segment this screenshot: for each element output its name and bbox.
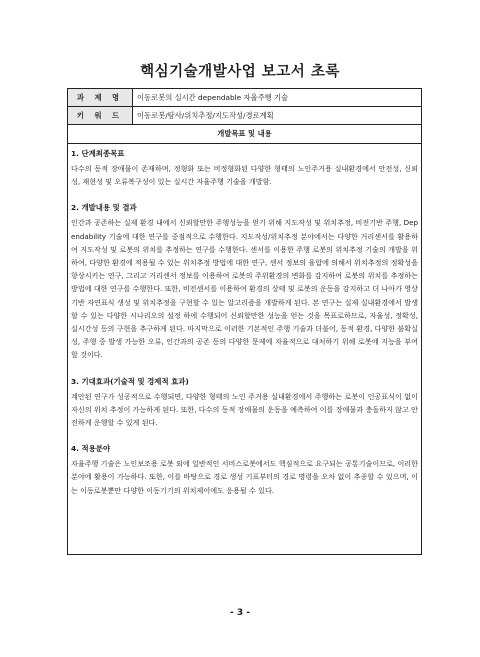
keywords-value: 이동로봇/탐사/위치추정/지도작성/경로계획 bbox=[133, 107, 422, 125]
section-text-goal: 다수의 동적 장애물이 존재하며, 정형화 또는 비정형화된 다양한 형태의 노인주거용 실내환경에서 안전성, 신뢰성, 재현성 및 오류복구성이 있는 실시간 자율주행 기술을 개발함. bbox=[71, 164, 418, 187]
summary-table bbox=[67, 88, 422, 555]
section-header-row bbox=[68, 125, 422, 144]
report-title: 핵심기술개발사업 보고서 초록 bbox=[140, 64, 340, 80]
section-header: 개발목표 및 내용 bbox=[68, 125, 422, 144]
section-text-applications: 자율주행 기술은 노인보조용 로봇 외에 일반적인 서비스로봇에서도 핵심적으로 요구되는 공통기술이므로, 이러한 분야에 활용이 가능하다. 또한, 이를 바탕으로 경로 생성 기표부터의 경로 명령을 오차 없이 추종할 수 있으며, 이는 이동로봇뿐만 다양한 이동기기의 위치제어에도 응용될 수 있다. bbox=[71, 459, 418, 495]
page-number: - 3 - bbox=[230, 608, 250, 618]
section-heading-effects: 3. 기대효과(기술적 및 경제적 효과) bbox=[71, 376, 189, 386]
keywords-label: 키 워 드 bbox=[68, 107, 133, 125]
content-cell bbox=[68, 144, 422, 555]
project-name-row bbox=[68, 89, 422, 107]
project-name-value: 이동로봇의 실시간 dependable 자율주행 기술 bbox=[133, 89, 422, 107]
project-name-label: 과 제 명 bbox=[68, 89, 133, 107]
content-row bbox=[68, 144, 422, 555]
section-heading-content: 2. 개발내용 및 결과 bbox=[71, 203, 137, 213]
section-heading-goal: 1. 단계최종목표 bbox=[71, 149, 125, 158]
keywords-row bbox=[68, 107, 422, 125]
section-heading-applications: 4. 적용분야 bbox=[71, 444, 111, 454]
section-text-effects: 계안된 연구가 성공적으로 수행되면, 다양한 형태의 노인 주거용 실내환경에서 주행하는 로봇이 인공표식이 없이 자신의 위치 추정이 가능하게 된다. 또한, 다수의 동적 장애물의 운동을 예측하여 이를 장애물과 충돌하지 않고 안전하게 운행할 수 있게 된다. bbox=[71, 391, 418, 428]
section-text-content: 인간과 공존하는 실제 환경 내에서 신뢰할만한 주행성능을 얻기 위해 지도작성 및 위치추정, 비전기반 주행, Dependability 기술에 대한 연구를 중점적으로 수행한다. 지도작성/위치추정 분야에서는 다양한 거리센서를 활용하여 지도작성 및 로봇의 위치를 추정하는 연구를 수행한다. 센서를 이용한 주행 로봇의 위치추정 기술의 개발을 위하여, 다양한 환경에 적용될 수 있는 위치추정 방법에 대한 연구, 센서 정보의 융합에 의해서 위치추정의 정확성을 향상시키는 연구, 그리고 거리센서 정보를 이용하여 로봇의 주위환경의 변화를 감지하여 로봇의 위치를 추정하는 방법에 대한 연구를 수행한다. 또한, 비전센서를 이용하여 환경의 상태 및 로봇의 운동을 감지하고 더 나아가 영상기반 자연표식 생성 및 위치추정을 구현할 수 있는 알고리즘을 개발하게 된다. 본 연구는 실제 실내환경에서 발생할 수 있는 다양한 시나리오의 설정 하에 수행되어 신뢰할만한 성능을 얻는 것을 목표로하므로, 자율성, 정확성, 실시간성 등의 구현을 추구하게 된다. 마지막으로 이러한 기본적인 주행 기술과 더불어, 동적 환경, 다양한 불확실성, 주행 중 발생 가능한 오류, 인간과의 공존 등의 다양한 문제에 자율적으로 대처하기 위해 로봇에 지능을 부여할 것이다. bbox=[71, 218, 418, 360]
